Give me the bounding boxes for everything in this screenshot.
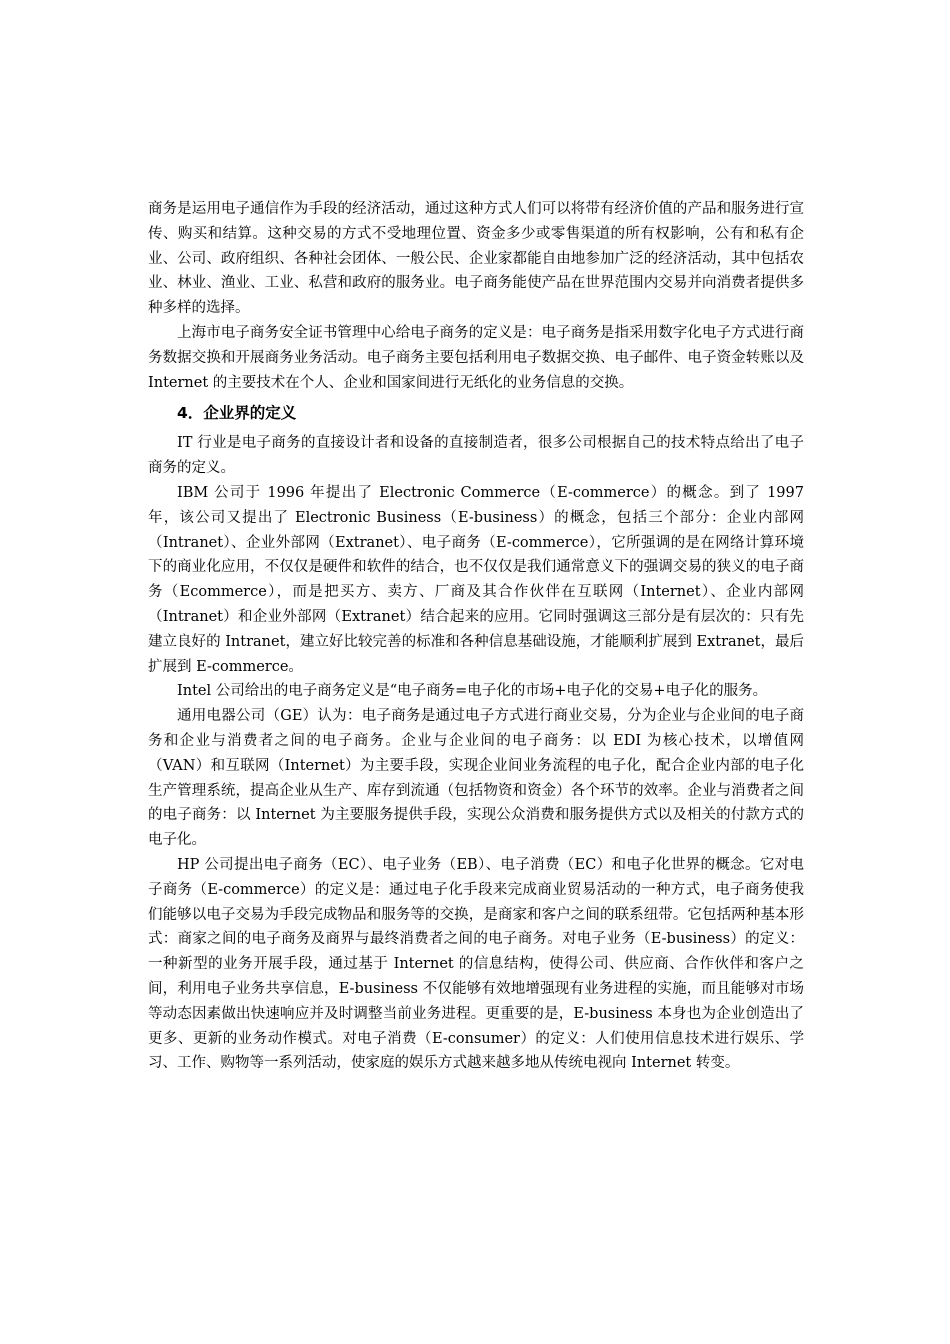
paragraph-shanghai-definition: 上海市电子商务安全证书管理中心给电子商务的定义是：电子商务是指采用数字化电子方式进行商务数据交换和开展商务业务活动。电子商务主要包括利用电子数据交换、电子邮件、电子资金转账以及 Internet 的主要技术在个人、企业和国家间进行无纸化的业务信息的交换。 — [148, 324, 804, 391]
section-heading: 4．企业界的定义 — [177, 404, 297, 423]
paragraph-hp: HP 公司提出电子商务（EC）、电子业务（EB）、电子消费（EC）和电子化世界的概念。它对电子商务（E-commerce）的定义是：通过电子化手段来完成商业贸易活动的一种方式，电子商务使我们能够以电子交易为手段完成物品和服务等的交换，是商家和客户之间的联系纽带。它包括两种基本形式：商家之间的电子商务及商界与最终消费者之间的电子商务。对电子业务（E-business）的定义：一种新型的业务开展手段，通过基于 Internet 的信息结构，使得公司、供应商、合作伙伴和客户之间，利用电子业务共享信息，E-business 不仅能够有效地增强现有业务进程的实施，而且能够对市场等动态因素做出快速响应并及时调整当前业务进程。更重要的是，E-business 本身也为企业创造出了更多、更新的业务动作模式。对电子消费（E-consumer）的定义：人们使用信息技术进行娱乐、学习、工作、购物等一系列活动，使家庭的娱乐方式越来越多地从传统电视向 Internet 转变。 — [148, 856, 804, 1072]
paragraph-ibm: IBM 公司于 1996 年提出了 Electronic Commerce（E-commerce）的概念。到了 1997 年，该公司又提出了 Electronic Business（E-business）的概念，包括三个部分：企业内部网（Intranet）、企业外部网（Extranet）、电子商务（E-commerce），它所强调的是在网络计算环境下的商业化应用，不仅仅是硬件和软件的结合，也不仅仅是我们通常意义下的强调交易的狭义的电子商务（Ecommerce），而是把买方、卖方、厂商及其合作伙伴在互联网（Internet）、企业内部网（Intranet）和企业外部网（Extranet）结合起来的应用。它同时强调这三部分是有层次的：只有先建立良好的 Intranet，建立好比较完善的标准和各种信息基础设施，才能顺利扩展到 Extranet，最后扩展到 E-commerce。 — [148, 484, 804, 675]
paragraph-it-industry: IT 行业是电子商务的直接设计者和设备的直接制造者，很多公司根据自己的技术特点给出了电子商务的定义。 — [148, 435, 804, 477]
document-body — [148, 197, 804, 1076]
paragraph-intel: Intel 公司给出的电子商务定义是“电子商务=电子化的市场+电子化的交易+电子化的服务。 — [177, 683, 768, 700]
paragraph-continued: 商务是运用电子通信作为手段的经济活动，通过这种方式人们可以将带有经济价值的产品和服务进行宣传、购买和结算。这种交易的方式不受地理位置、资金多少或零售渠道的所有权影响，公有和私有企业、公司、政府组织、各种社会团体、一般公民、企业家都能自由地参加广泛的经济活动，其中包括农业、林业、渔业、工业、私营和政府的服务业。电子商务能使产品在世界范围内交易并向消费者提供多种多样的选择。 — [148, 201, 804, 317]
paragraph-ge: 通用电器公司（GE）认为：电子商务是通过电子方式进行商业交易，分为企业与企业间的电子商务和企业与消费者之间的电子商务。企业与企业间的电子商务：以 EDI 为核心技术，以增值网（VAN）和互联网（Internet）为主要手段，实现企业间业务流程的电子化，配合企业内部的电子化生产管理系统，提高企业从生产、库存到流通（包括物资和资金）各个环节的效率。企业与消费者之间的电子商务：以 Internet 为主要服务提供手段，实现公众消费和服务提供方式以及相关的付款方式的电子化。 — [148, 708, 804, 849]
